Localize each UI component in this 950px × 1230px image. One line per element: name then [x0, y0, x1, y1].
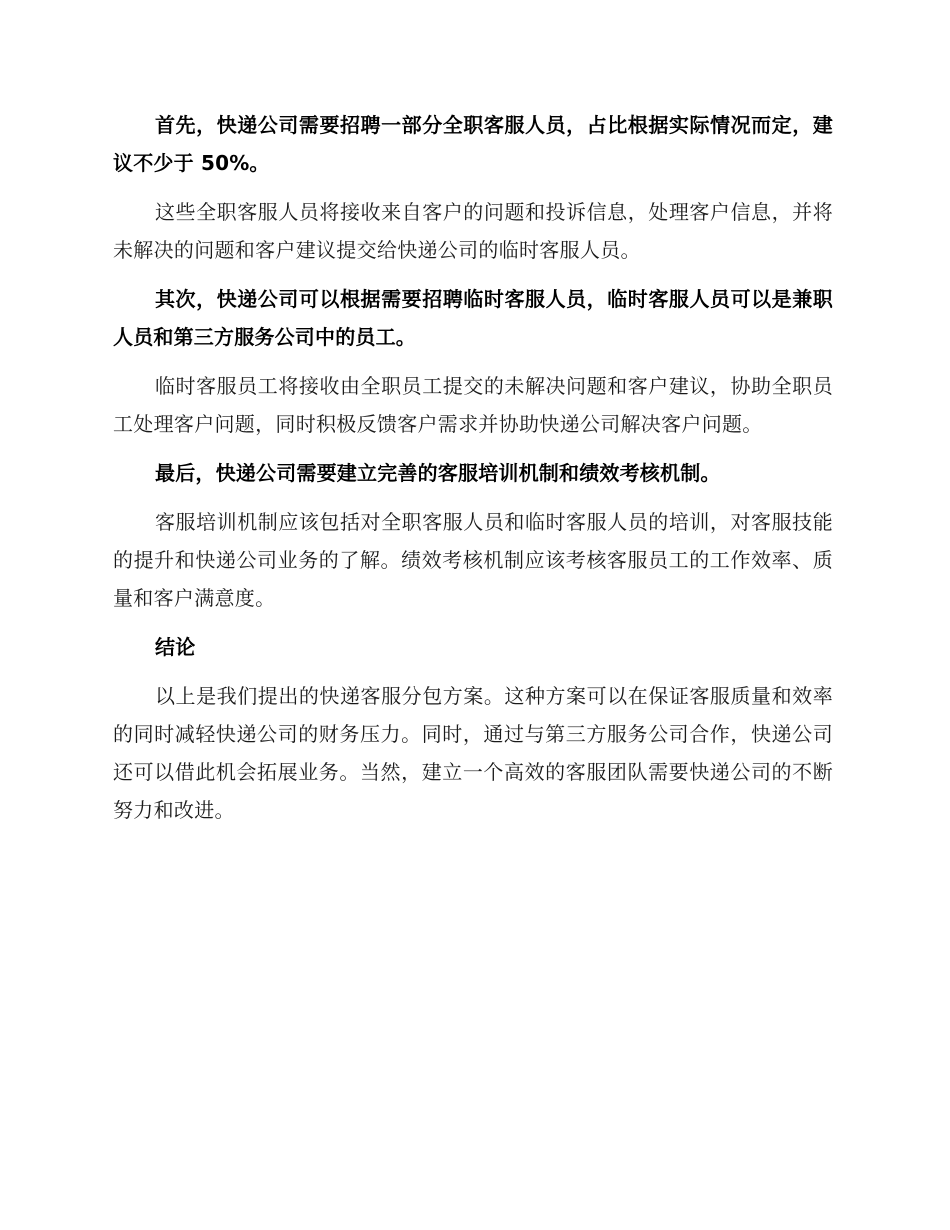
conclusion-heading: 结论: [155, 635, 196, 659]
paragraph-temporary-staff-heading: 其次，快递公司可以根据需要招聘临时客服人员，临时客服人员可以是兼职人员和第三方服务公司中的员工。: [113, 287, 833, 349]
paragraph-full-time-staff-heading: 首先，快递公司需要招聘一部分全职客服人员，占比根据实际情况而定，建议不少于 50%。: [113, 113, 833, 175]
paragraph-full-time-staff-duties: 这些全职客服人员将接收来自客户的问题和投诉信息，处理客户信息，并将未解决的问题和客户建议提交给快递公司的临时客服人员。: [113, 200, 833, 262]
paragraph-training-details: 客服培训机制应该包括对全职客服人员和临时客服人员的培训，对客服技能的提升和快递公司业务的了解。绩效考核机制应该考核客服员工的工作效率、质量和客户满意度。: [113, 510, 833, 610]
paragraph-training-heading: 最后，快递公司需要建立完善的客服培训机制和绩效考核机制。: [155, 461, 721, 485]
paragraph-temporary-staff-duties: 临时客服员工将接收由全职员工提交的未解决问题和客户建议，协助全职员工处理客户问题，同时积极反馈客户需求并协助快递公司解决客户问题。: [113, 374, 833, 436]
document-body: [113, 106, 833, 840]
conclusion-text: 以上是我们提出的快递客服分包方案。这种方案可以在保证客服质量和效率的同时减轻快递公司的财务压力。同时，通过与第三方服务公司合作，快递公司还可以借此机会拓展业务。当然，建立一个高效的客服团队需要快递公司的不断努力和改进。: [113, 684, 833, 822]
